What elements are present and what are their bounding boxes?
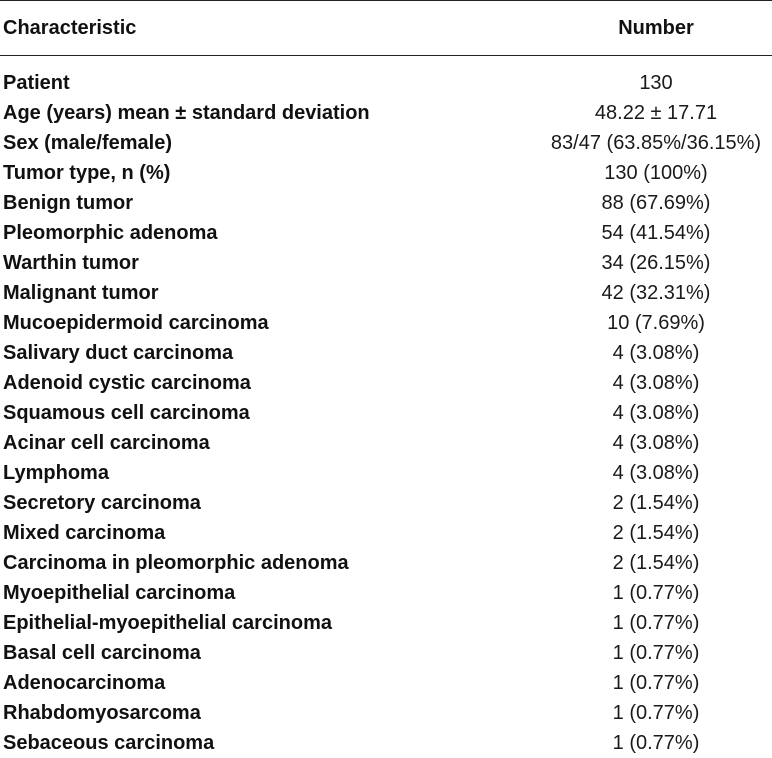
number-cell: 4 (3.08%) <box>612 342 700 364</box>
number-cell: 1 (0.77%) <box>612 642 700 664</box>
number-cell: 4 (3.08%) <box>612 402 700 424</box>
table-row <box>0 608 772 638</box>
characteristic-cell: Warthin tumor <box>3 252 139 274</box>
characteristic-cell: Epithelial-myoepithelial carcinoma <box>3 612 332 634</box>
characteristic-cell: Benign tumor <box>3 192 133 214</box>
number-cell: 1 (0.77%) <box>612 702 700 724</box>
characteristic-cell: Sex (male/female) <box>3 132 172 154</box>
characteristic-cell: Pleomorphic adenoma <box>3 222 218 244</box>
number-cell: 2 (1.54%) <box>612 492 700 514</box>
table-row <box>0 728 772 758</box>
table-row <box>0 668 772 698</box>
number-cell: 130 (100%) <box>604 162 708 184</box>
number-cell: 83/47 (63.85%/36.15%) <box>550 132 762 154</box>
characteristic-cell: Basal cell carcinoma <box>3 642 201 664</box>
characteristic-cell: Sebaceous carcinoma <box>3 732 215 754</box>
characteristic-cell: Adenoid cystic carcinoma <box>3 372 251 394</box>
characteristic-cell: Mucoepidermoid carcinoma <box>3 312 269 334</box>
table-row <box>0 188 772 218</box>
number-cell: 2 (1.54%) <box>612 522 700 544</box>
table-row <box>0 248 772 278</box>
table-row <box>0 578 772 608</box>
column-header-number: Number <box>618 17 694 39</box>
table-row <box>0 368 772 398</box>
table-row <box>0 338 772 368</box>
table-body <box>0 68 772 758</box>
table-row <box>0 158 772 188</box>
characteristic-cell: Malignant tumor <box>3 282 159 304</box>
table-row <box>0 98 772 128</box>
characteristic-cell: Lymphoma <box>3 462 109 484</box>
number-cell: 42 (32.31%) <box>601 282 711 304</box>
number-cell: 4 (3.08%) <box>612 462 700 484</box>
table-row <box>0 128 772 158</box>
number-cell: 1 (0.77%) <box>612 582 700 604</box>
number-cell: 1 (0.77%) <box>612 612 700 634</box>
column-header-characteristic: Characteristic <box>3 17 137 39</box>
number-cell: 10 (7.69%) <box>607 312 705 334</box>
table-row <box>0 218 772 248</box>
table-row <box>0 518 772 548</box>
number-cell: 54 (41.54%) <box>601 222 711 244</box>
table-row <box>0 278 772 308</box>
table-row <box>0 458 772 488</box>
number-cell: 1 (0.77%) <box>612 672 700 694</box>
table-header-rule <box>0 55 772 56</box>
table-row <box>0 698 772 728</box>
number-cell: 130 <box>639 72 673 94</box>
table-row <box>0 428 772 458</box>
table-row <box>0 638 772 668</box>
characteristic-cell: Patient <box>3 72 70 94</box>
number-cell: 48.22 ± 17.71 <box>594 102 718 124</box>
number-cell: 34 (26.15%) <box>601 252 711 274</box>
characteristic-cell: Acinar cell carcinoma <box>3 432 210 454</box>
table-row <box>0 398 772 428</box>
table-row <box>0 488 772 518</box>
characteristic-cell: Mixed carcinoma <box>3 522 166 544</box>
number-cell: 1 (0.77%) <box>612 732 700 754</box>
number-cell: 4 (3.08%) <box>612 372 700 394</box>
characteristic-cell: Rhabdomyosarcoma <box>3 702 201 724</box>
characteristic-cell: Salivary duct carcinoma <box>3 342 234 364</box>
characteristic-cell: Age (years) mean ± standard deviation <box>3 102 370 124</box>
characteristic-cell: Squamous cell carcinoma <box>3 402 250 424</box>
characteristic-cell: Myoepithelial carcinoma <box>3 582 236 604</box>
table-row <box>0 548 772 578</box>
number-cell: 4 (3.08%) <box>612 432 700 454</box>
table-header-row <box>0 0 772 56</box>
characteristic-cell: Adenocarcinoma <box>3 672 166 694</box>
characteristic-cell: Carcinoma in pleomorphic adenoma <box>3 552 349 574</box>
table-row <box>0 308 772 338</box>
number-cell: 88 (67.69%) <box>601 192 711 214</box>
number-cell: 2 (1.54%) <box>612 552 700 574</box>
characteristic-cell: Tumor type, n (%) <box>3 162 171 184</box>
table-row <box>0 68 772 98</box>
characteristic-cell: Secretory carcinoma <box>3 492 201 514</box>
